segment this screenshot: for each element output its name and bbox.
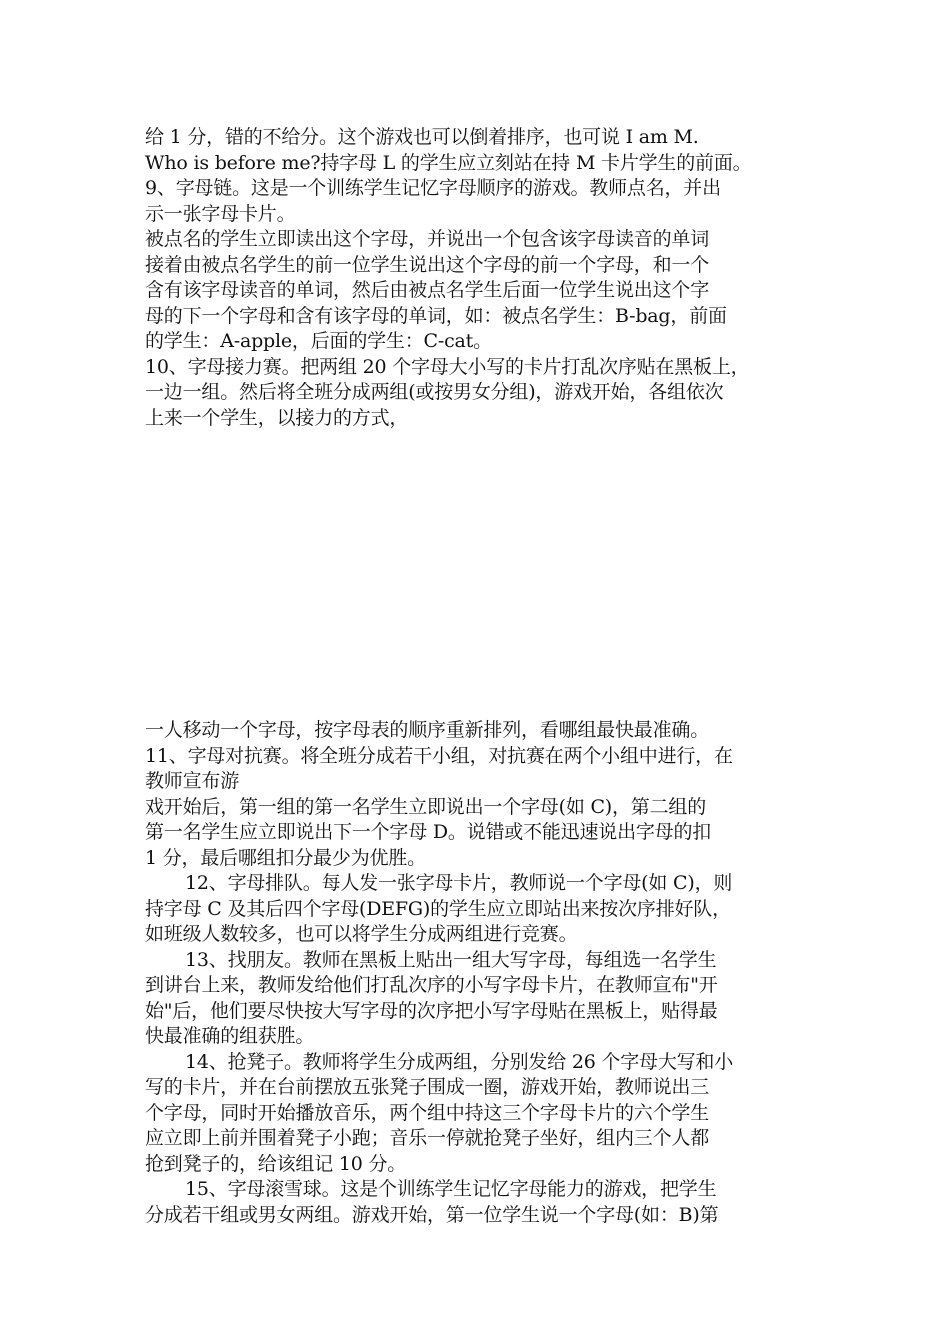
- text-line: 被点名的学生立即读出这个字母，并说出一个包含该字母读音的单词: [145, 228, 710, 250]
- text-line: 抢到凳子的，给该组记 10 分。: [145, 1152, 407, 1175]
- text-line: 13、找朋友。教师在黑板上贴出一组大写字母，每组选一名学生: [185, 948, 717, 971]
- text-line: 母的下一个字母和含有该字母的单词，如：被点名学生：B-bag，前面: [145, 304, 727, 327]
- text-line: 写的卡片，并在台前摆放五张凳子围成一圈，游戏开始，教师说出三: [145, 1076, 710, 1098]
- text-line: 12、字母排队。每人发一张字母卡片，教师说一个字母(如 C)，则: [185, 872, 733, 894]
- text-line: 分成若干组或男女两组。游戏开始，第一位学生说一个字母(如：B)第: [145, 1203, 719, 1226]
- text-line: Who is before me?持字母 L 的学生应立刻站在持 M 卡片学生的前面。: [145, 151, 752, 174]
- text-line: 11、字母对抗赛。将全班分成若干小组，对抗赛在两个小组中进行，在: [145, 744, 733, 767]
- text-line: 第一名学生应立即说出下一个字母 D。说错或不能迅速说出字母的扣: [145, 821, 712, 843]
- text-line: 持字母 C 及其后四个字母(DEFG)的学生应立即站出来按次序排好队，: [145, 897, 731, 920]
- text-line: 示一张字母卡片。: [145, 202, 296, 225]
- text-line: 如班级人数较多，也可以将学生分成两组进行竞赛。: [145, 923, 578, 945]
- text-line: 始"后，他们要尽快按大写字母的次序把小写字母贴在黑板上，贴得最: [145, 999, 718, 1022]
- text-line: 一人移动一个字母，按字母表的顺序重新排列，看哪组最快最准确。: [145, 719, 710, 741]
- text-line: 戏开始后，第一组的第一名学生立即说出一个字母(如 C)，第二组的: [145, 795, 707, 818]
- text-line: 给 1 分，错的不给分。这个游戏也可以倒着排序，也可说 I am M.: [145, 126, 699, 148]
- text-block-bottom: [145, 718, 825, 1228]
- text-line: 9、字母链。这是一个训练学生记忆字母顺序的游戏。教师点名，并出: [145, 177, 721, 199]
- text-block-top: [145, 125, 825, 431]
- text-line: 接着由被点名学生的前一位学生说出这个字母的前一个字母，和一个: [145, 253, 710, 276]
- text-line: 应立即上前并围着凳子小跑；音乐一停就抢凳子坐好，组内三个人都: [145, 1127, 710, 1149]
- text-line: 的学生：A-apple，后面的学生：C-cat。: [145, 330, 492, 352]
- text-line: 10、字母接力赛。把两组 20 个字母大小写的卡片打乱次序贴在黑板上，: [145, 355, 750, 378]
- text-line: 教师宣布游: [145, 770, 240, 792]
- text-line: 到讲台上来，教师发给他们打乱次序的小写字母卡片，在教师宣布"开: [145, 974, 718, 996]
- text-line: 个字母，同时开始播放音乐，两个组中持这三个字母卡片的六个学生: [145, 1101, 710, 1124]
- text-line: 上来一个学生，以接力的方式，: [145, 406, 409, 429]
- text-line: 14、抢凳子。教师将学生分成两组，分别发给 26 个字母大写和小: [185, 1050, 734, 1073]
- text-line: 15、字母滚雪球。这是个训练学生记忆字母能力的游戏，把学生: [185, 1178, 717, 1200]
- text-line: 快最准确的组获胜。: [145, 1025, 315, 1047]
- text-line: 1 分，最后哪组扣分最少为优胜。: [145, 846, 426, 869]
- text-line: 一边一组。然后将全班分成两组(或按男女分组)，游戏开始，各组依次: [145, 381, 724, 403]
- text-line: 含有该字母读音的单词，然后由被点名学生后面一位学生说出这个字: [145, 279, 710, 301]
